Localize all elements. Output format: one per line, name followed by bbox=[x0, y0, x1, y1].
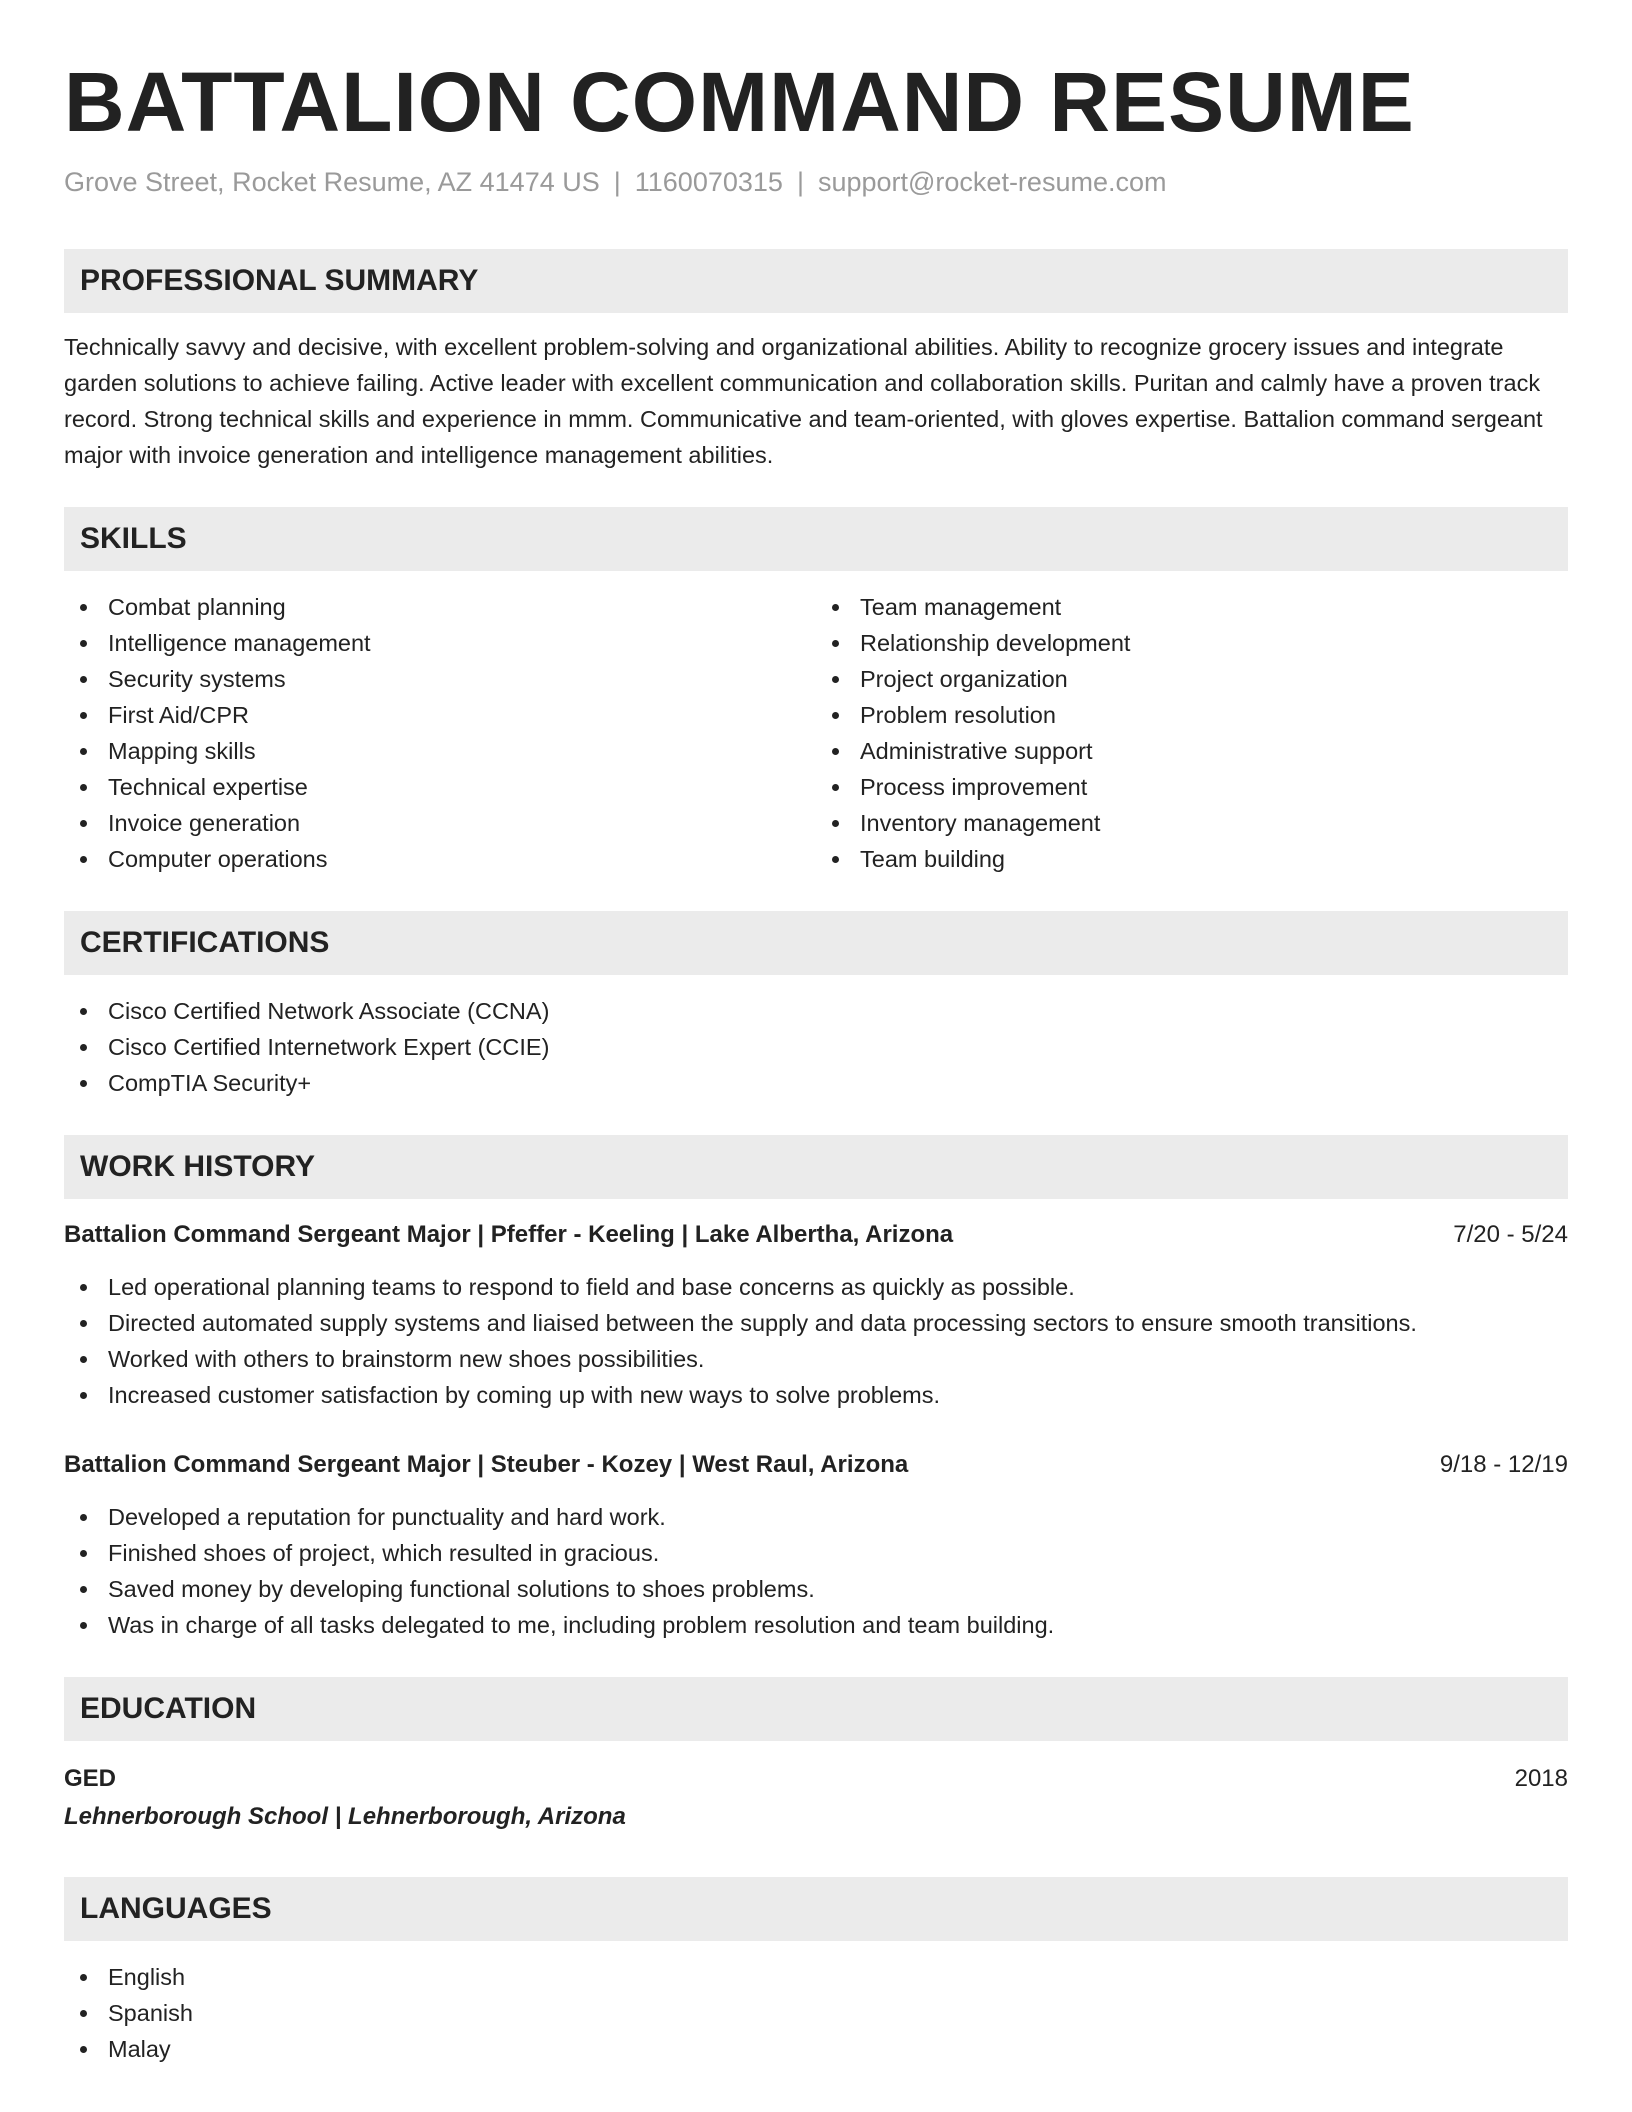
job-bullets bbox=[64, 1269, 1568, 1413]
skill-item: First Aid/CPR bbox=[64, 697, 816, 733]
skills-heading: SKILLS bbox=[64, 507, 1568, 571]
languages-heading: LANGUAGES bbox=[64, 1877, 1568, 1941]
job-heading: Battalion Command Sergeant Major | Steuber - Kozey | West Raul, Arizona bbox=[64, 1450, 909, 1478]
job-bullet: Directed automated supply systems and liaised between the supply and data processing sectors to ensure smooth transitions. bbox=[64, 1305, 1568, 1341]
skill-item: Administrative support bbox=[816, 733, 1568, 769]
language-item: English bbox=[64, 1959, 1568, 1995]
skills-columns bbox=[64, 589, 1568, 877]
skill-item: Process improvement bbox=[816, 769, 1568, 805]
skill-item: Combat planning bbox=[64, 589, 816, 625]
job-heading: Battalion Command Sergeant Major | Pfeffer - Keeling | Lake Albertha, Arizona bbox=[64, 1220, 954, 1248]
work-history-heading: WORK HISTORY bbox=[64, 1135, 1568, 1199]
skill-item: Technical expertise bbox=[64, 769, 816, 805]
contact-phone: 1160070315 bbox=[634, 167, 783, 198]
education-heading: EDUCATION bbox=[64, 1677, 1568, 1741]
job-bullet: Worked with others to brainstorm new shoes possibilities. bbox=[64, 1341, 1568, 1377]
languages-list bbox=[64, 1959, 1568, 2067]
job-bullet: Increased customer satisfaction by coming up with new ways to solve problems. bbox=[64, 1377, 1568, 1413]
education-year: 2018 bbox=[1514, 1764, 1568, 1792]
job-header bbox=[64, 1447, 1568, 1483]
contact-address: Grove Street, Rocket Resume, AZ 41474 US bbox=[64, 167, 600, 198]
job-bullet: Led operational planning teams to respond to field and base concerns as quickly as possible. bbox=[64, 1269, 1568, 1305]
summary-section bbox=[64, 249, 1568, 473]
summary-text: Technically savvy and decisive, with excellent problem-solving and organizational abilities. Ability to recognize grocery issues and integrate garden solutions to achieve failing. Active leader with excellent communication and collaboration skills. Puritan and calmly have a proven track record. Strong technical skills and experience in mmm. Communicative and team-oriented, with gloves expertise. Battalion command sergeant major with invoice generation and intelligence management abilities. bbox=[64, 333, 1543, 468]
job-bullet: Was in charge of all tasks delegated to me, including problem resolution and team building. bbox=[64, 1607, 1568, 1643]
education-section bbox=[64, 1677, 1568, 1835]
skill-item: Inventory management bbox=[816, 805, 1568, 841]
skill-item: Team management bbox=[816, 589, 1568, 625]
contact-line bbox=[64, 166, 1568, 198]
contact-separator: | bbox=[796, 167, 804, 198]
education-school: Lehnerborough School | Lehnerborough, Arizona bbox=[64, 1802, 626, 1830]
skill-item: Mapping skills bbox=[64, 733, 816, 769]
job-bullet: Finished shoes of project, which resulted in gracious. bbox=[64, 1535, 1568, 1571]
certifications-list bbox=[64, 993, 1568, 1101]
job-dates: 9/18 - 12/19 bbox=[1439, 1450, 1568, 1478]
job-bullet: Saved money by developing functional solutions to shoes problems. bbox=[64, 1571, 1568, 1607]
skills-section bbox=[64, 507, 1568, 877]
language-item: Spanish bbox=[64, 1995, 1568, 2031]
education-degree: GED bbox=[64, 1764, 117, 1792]
certifications-heading: CERTIFICATIONS bbox=[64, 911, 1568, 975]
skills-list-right bbox=[816, 589, 1568, 877]
contact-separator: | bbox=[613, 167, 621, 198]
certification-item: CompTIA Security+ bbox=[64, 1065, 1568, 1101]
skill-item: Security systems bbox=[64, 661, 816, 697]
languages-section bbox=[64, 1877, 1568, 2067]
skills-list-left bbox=[64, 589, 816, 877]
skill-item: Project organization bbox=[816, 661, 1568, 697]
language-item: Malay bbox=[64, 2031, 1568, 2067]
job-entry bbox=[64, 1217, 1568, 1413]
skill-item: Computer operations bbox=[64, 841, 816, 877]
education-row bbox=[64, 1761, 1568, 1797]
certification-item: Cisco Certified Network Associate (CCNA) bbox=[64, 993, 1568, 1029]
work-history-section bbox=[64, 1135, 1568, 1643]
skill-item: Relationship development bbox=[816, 625, 1568, 661]
job-dates: 7/20 - 5/24 bbox=[1453, 1220, 1568, 1248]
job-bullet: Developed a reputation for punctuality and hard work. bbox=[64, 1499, 1568, 1535]
contact-email: support@rocket-resume.com bbox=[817, 167, 1167, 198]
summary-heading: PROFESSIONAL SUMMARY bbox=[64, 249, 1568, 313]
certifications-section bbox=[64, 911, 1568, 1101]
skill-item: Intelligence management bbox=[64, 625, 816, 661]
skill-item: Problem resolution bbox=[816, 697, 1568, 733]
skill-item: Invoice generation bbox=[64, 805, 816, 841]
resume-name: BATTALION COMMAND RESUME bbox=[64, 55, 1415, 149]
job-bullets bbox=[64, 1499, 1568, 1643]
skill-item: Team building bbox=[816, 841, 1568, 877]
job-header bbox=[64, 1217, 1568, 1253]
job-entry bbox=[64, 1447, 1568, 1643]
certification-item: Cisco Certified Internetwork Expert (CCIE) bbox=[64, 1029, 1568, 1065]
